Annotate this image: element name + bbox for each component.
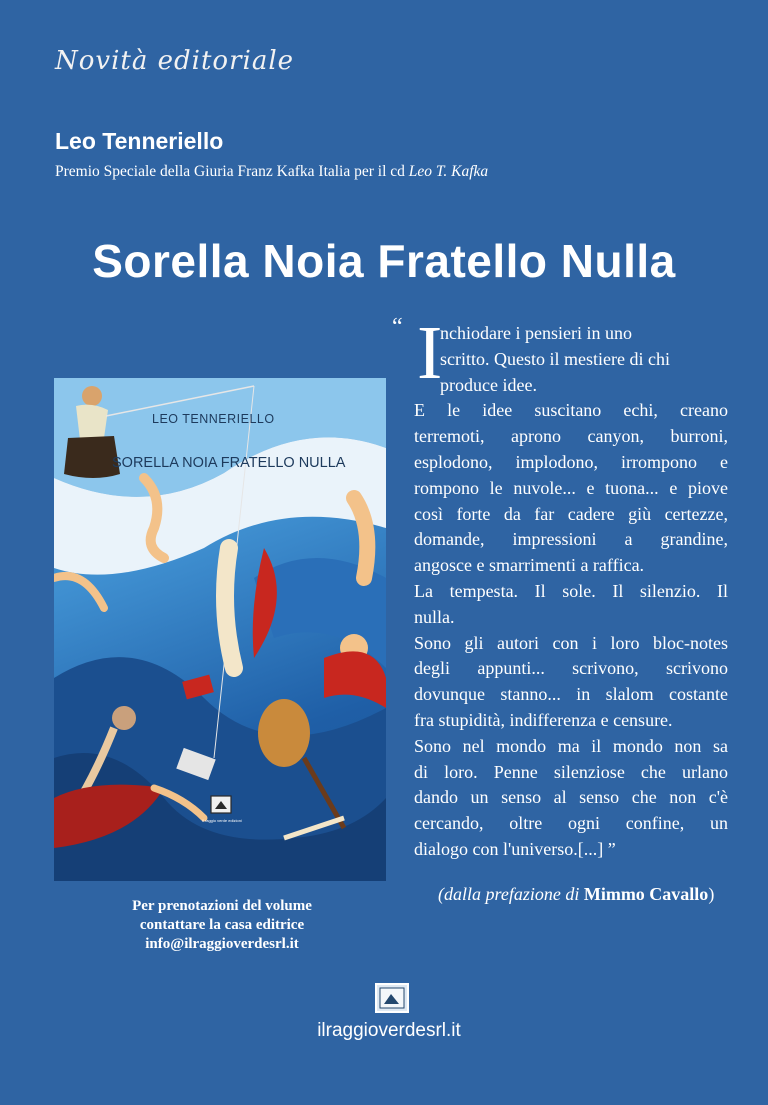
- award-text: Premio Speciale della Giuria Franz Kafka Italia per il cd: [55, 163, 409, 180]
- tagline: Novità editoriale: [55, 46, 295, 76]
- award-work: Leo T. Kafka: [408, 163, 489, 180]
- booking-line: contattare la casa editrice: [139, 917, 305, 933]
- quote-line: esplodono, implodono, irrompono e: [414, 451, 728, 472]
- quote-line: rompono le nuvole... e tuona... e piove: [414, 477, 728, 498]
- quote-opening: [392, 311, 728, 398]
- quote-line: così forte da far cadere giù certezze,: [414, 503, 728, 524]
- publisher-website[interactable]: ilraggioverdesrl.it: [317, 1020, 461, 1041]
- logo-mark-icon: [377, 985, 407, 1011]
- author-name: Leo Tenneriello: [55, 128, 224, 154]
- booking-line: Per prenotazioni del volume: [132, 898, 312, 914]
- quote-line: terremoti, aprono canyon, burroni,: [414, 426, 728, 447]
- quote-line: cercando, oltre ogni confine, un: [414, 813, 728, 834]
- booking-info: [55, 897, 389, 954]
- attribution-prefix: (dalla prefazione di: [438, 884, 584, 904]
- quote-line: di loro. Penne silenziose che urlano: [414, 761, 728, 782]
- booking-email[interactable]: info@ilraggioverdesrl.it: [145, 936, 299, 952]
- cover-publisher: il raggio verde edizioni: [202, 818, 242, 823]
- cover-title: SORELLA NOIA FRATELLO NULLA: [112, 455, 346, 471]
- book-cover: [54, 378, 386, 881]
- quote-line: Sono gli autori con i loro bloc-notes: [414, 632, 728, 653]
- preface-quote: [392, 311, 728, 863]
- quote-line: dando un senso al senso che non c'è: [414, 787, 728, 808]
- quote-line: produce idee.: [440, 374, 537, 395]
- quote-line: dialogo con l'universo.[...] ”: [414, 838, 616, 859]
- quote-line: La tempesta. Il sole. Il silenzio. Il: [414, 580, 728, 601]
- publisher-logo-icon: [375, 983, 409, 1013]
- page-title: Sorella Noia Fratello Nulla: [92, 235, 676, 287]
- quote-line: domande, impressioni a grandine,: [414, 529, 728, 550]
- quote-line: nchiodare i pensieri in uno: [440, 323, 632, 343]
- quote-attribution: [438, 884, 714, 905]
- quote-line: scritto. Questo il mestiere di chi: [440, 348, 670, 369]
- cover-author: LEO TENNERIELLO: [152, 412, 275, 426]
- award-line: [55, 163, 488, 181]
- quote-line: E le idee suscitano echi, creano: [414, 400, 728, 421]
- quote-line: Sono nel mondo ma il mondo non sa: [414, 735, 728, 756]
- attribution-name: Mimmo Cavallo: [583, 884, 709, 904]
- dropcap: I: [417, 311, 443, 395]
- quote-body: [392, 398, 728, 862]
- quote-line: dovunque stanno... in slalom costante: [414, 684, 728, 705]
- attribution-suffix: ): [708, 884, 715, 904]
- open-quote-mark: “: [392, 314, 403, 340]
- cover-illustration: [54, 378, 386, 881]
- quote-line: angosce e smarrimenti a raffica.: [414, 555, 645, 576]
- quote-line: fra stupidità, indifferenza e censure.: [414, 709, 673, 730]
- quote-line: nulla.: [414, 606, 455, 627]
- quote-line: degli appunti... scrivono, scrivono: [414, 658, 728, 679]
